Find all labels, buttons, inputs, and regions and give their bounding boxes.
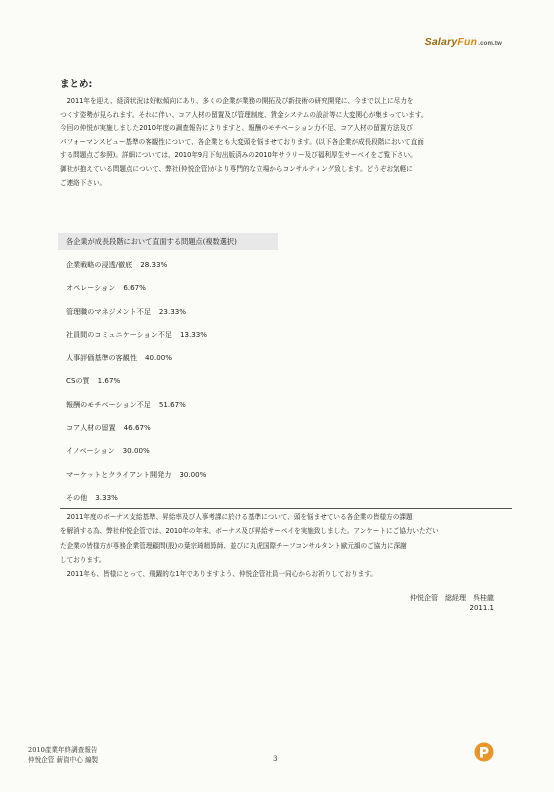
summary-line: 今回の仲悦が実施しました2010年度の調査報告によりますと、報酬のモチベーション力不足、コア人材の留置方法及び	[60, 124, 413, 133]
issue-value: 30.00%	[179, 469, 207, 479]
page-number: 3	[273, 755, 278, 763]
summary-line: 御社が抱えている問題点について、弊社(仲悦企管)がより専門的な立場からコンサルティング致します。どうぞお気軽に	[60, 164, 413, 173]
signature-date: 2011.1	[469, 604, 494, 612]
summary-line: ご連絡下さい。	[60, 178, 107, 187]
summary-heading: まとめ:	[60, 79, 93, 90]
issue-value: 28.33%	[140, 260, 168, 269]
issue-value: 6.67%	[123, 283, 146, 293]
issue-value: 40.00%	[144, 353, 172, 363]
summary-line: つくす姿勢が見られます。それに伴い、コア人材の留置及び管理制度、賃金システムの設計等に大変関心が集まっています。	[60, 110, 428, 119]
list-item	[66, 374, 207, 397]
list-item	[66, 444, 207, 467]
page-footer	[28, 745, 98, 765]
footer-report-title: 2010產業年終調查報告	[28, 746, 98, 754]
summary-line: 2011年を迎え、経済状況は好転傾向にあり、多くの企業が業務の開拓及び新技術の研究開発に、今まで以上に尽力を	[60, 97, 414, 105]
list-item	[66, 281, 207, 304]
issue-value: 3.33%	[95, 492, 118, 502]
issue-label: コア人材の留置	[66, 423, 116, 433]
issue-label: オペレーション	[66, 283, 116, 293]
summary-line: する問題点ご参照)。詳細については、2010年9月下旬出版済みの2010年サラリー及び福利厚生サーベイをご覧下さい。	[60, 151, 417, 160]
list-item	[66, 328, 207, 351]
issue-label: その他	[66, 492, 88, 502]
issue-label: CSの質	[66, 376, 90, 386]
closing-line: 2011年も、皆様にとって、飛躍的な1年でありますよう、仲悦企管社員一同心からお祈りしております。	[60, 570, 377, 579]
issue-label: 社員間のコミュニケーション不足	[66, 329, 172, 339]
issues-list	[66, 258, 207, 514]
closing-line: しております。	[60, 555, 106, 564]
list-item	[66, 398, 207, 421]
issue-label: 管理職のマネジメント不足	[66, 306, 151, 316]
list-item	[66, 421, 207, 444]
issue-label: マーケットとクライアント開発力	[66, 469, 172, 479]
issue-value: 51.67%	[158, 399, 186, 409]
issue-value: 13.33%	[179, 329, 208, 339]
issue-label: 企業戦略の浸透/徹底	[66, 260, 133, 269]
signature: 仲悦企管 総経理 呉桂龍	[410, 594, 494, 602]
issue-label: 報酬のモチベーション不足	[66, 399, 151, 409]
closing-paragraph	[60, 510, 512, 581]
summary-paragraph	[60, 95, 508, 190]
closing-line: た企業の皆様方が専務企業管理顧問(股)の葉宗琦精算師、並びに丸虎国際チーフコンサルタント歐元韻のご協力に深謝	[60, 541, 407, 550]
issue-value: 1.67%	[97, 376, 121, 386]
logo-main: Salary	[424, 36, 458, 48]
company-circle-logo-icon	[474, 742, 494, 762]
closing-line: 2011年度のボーナス支給基準、昇給率及び人事考課に於ける基準について、頭を悩ませている各企業の皆様方の課題	[60, 513, 413, 521]
footer-publisher: 仲悅企管 薪資中心 編製	[28, 756, 99, 764]
list-item	[66, 351, 207, 374]
summary-line: パフォーマンスビュー基準の客観性について、各企業とも大変頭を悩ませております。(以下各企業が成長段階において直面	[60, 137, 424, 146]
issue-value: 46.67%	[123, 423, 151, 433]
issue-label: イノベーション	[66, 446, 115, 456]
salaryfun-logo	[425, 36, 502, 48]
list-item	[66, 258, 207, 281]
signature-block	[410, 593, 494, 613]
list-item	[66, 305, 207, 328]
list-item	[66, 468, 207, 491]
issue-label: 人事評価基準の客観性	[66, 353, 137, 363]
logo-domain: .com.tw	[478, 41, 502, 47]
logo-accent: Fun	[457, 36, 478, 48]
issue-value: 23.33%	[158, 306, 186, 316]
issue-value: 30.00%	[122, 446, 150, 456]
closing-line: を解消する為、弊社仲悦企管では、2010年の年末、ボーナス及び昇給サーベイを実施致しました。アンケートにご協力いただい	[60, 527, 439, 536]
section-divider	[60, 508, 512, 509]
issues-title: 各企業が成長段階において直面する問題点(複数選択)	[58, 233, 278, 250]
